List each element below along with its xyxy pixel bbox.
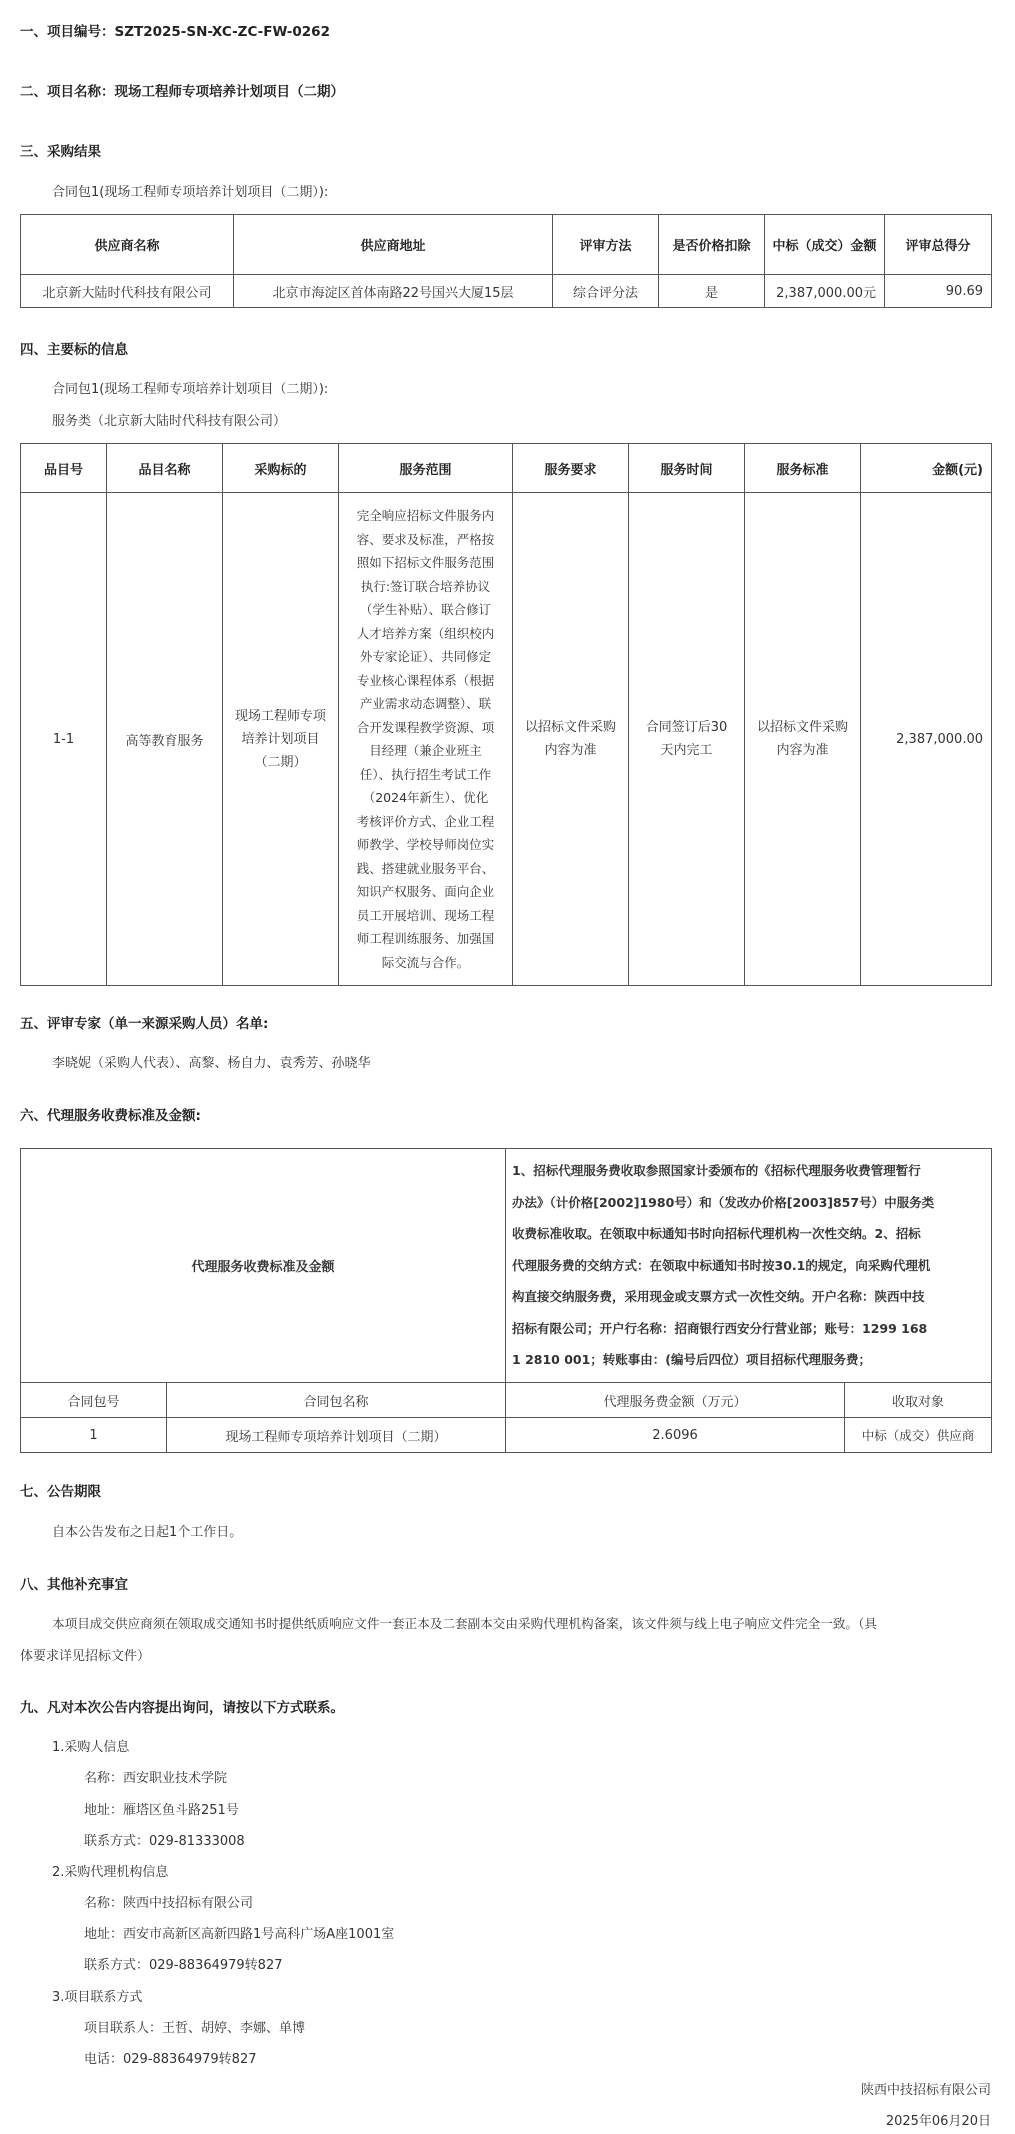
item-name-cell: 高等教育服务 [107, 493, 223, 986]
scope-line: 任）、执行招生考试工作 [359, 766, 492, 782]
experts-list: 李晓妮（采购人代表）、高黎、杨自力、袁秀芳、孙晓华 [52, 1056, 371, 1071]
section-title-results: 三、采购结果 [20, 144, 101, 160]
service-time-line: 天内完工 [660, 743, 713, 758]
amount-cell: 2,387,000.00 [861, 493, 992, 986]
agency-fee-table [20, 1148, 992, 1453]
results-header-row [21, 215, 992, 275]
table-row [21, 1418, 992, 1453]
agency-info-title: 2.采购代理机构信息 [52, 1865, 169, 1880]
item-number-cell: 1-1 [21, 493, 107, 986]
agency-fee-header-cell: 收取对象 [845, 1383, 992, 1418]
scope-line: 师工程训练服务、加强国 [356, 931, 495, 946]
scope-line: 践、搭建就业服务平台、 [356, 860, 495, 876]
project-number-label: 一、项目编号： [20, 24, 115, 40]
scope-line: 员工开展培训、现场工程 [356, 907, 495, 923]
project-name-value: 现场工程师专项培养计划项目（二期） [114, 84, 344, 100]
section-title-subject: 四、主要标的信息 [20, 342, 128, 358]
subject-line: 培养计划项目 [241, 731, 320, 747]
section-title-notice-period: 七、公告期限 [20, 1484, 101, 1500]
agency-fee-desc-line: 办法》（计价格[2002]1980号）和（发改办价格[2003]857号）中服务类 [512, 1194, 935, 1210]
scope-line: 执行:签订联合培养协议 [360, 578, 491, 594]
subject-package-label: 合同包1(现场工程师专项培养计划项目（二期）): [52, 382, 329, 397]
collect-target-cell: 中标（成交）供应商 [845, 1418, 992, 1453]
price-deduction-cell: 是 [659, 275, 765, 308]
subject-header-cell: 品目名称 [107, 444, 223, 493]
winning-amount-cell: 2,387,000.00元 [765, 275, 885, 308]
purchaser-info-title: 1.采购人信息 [52, 1740, 130, 1755]
section-title-experts: 五、评审专家（单一来源采购人员）名单: [20, 1016, 269, 1032]
package-name-cell: 现场工程师专项培养计划项目（二期） [167, 1418, 506, 1453]
agency-name: 名称：陕西中技招标有限公司 [84, 1896, 254, 1911]
results-header-cell: 评审方法 [553, 215, 659, 275]
section-title-contact: 九、凡对本次公告内容提出询问，请按以下方式联系。 [20, 1700, 344, 1716]
scope-line: （2024年新生）、优化 [362, 790, 489, 805]
results-table [20, 214, 992, 308]
results-package-label: 合同包1(现场工程师专项培养计划项目（二期）): [52, 185, 329, 200]
scope-cell [339, 493, 513, 986]
project-number-value: SZT2025-SN-XC-ZC-FW-0262 [114, 24, 330, 40]
scope-line: 知识产权服务、面向企业 [356, 884, 495, 899]
other-matters-text-line1: 本项目成交供应商须在领取成交通知书时提供纸质响应文件一套正本及二套副本交由采购代理机构备案，该文件须与线上电子响应文件完全一致。（具 [52, 1616, 877, 1631]
project-contact-persons: 项目联系人：王哲、胡婷、李娜、单博 [84, 2021, 306, 2036]
agency-address: 地址：西安市高新区高新四路1号高科广场A座1001室 [84, 1927, 395, 1942]
agency-fee-description [506, 1149, 992, 1383]
purchaser-name: 名称：西安职业技术学院 [84, 1771, 228, 1786]
purchaser-phone: 联系方式：029-81333008 [84, 1834, 245, 1849]
service-standard-line: 以招标文件采购 [756, 720, 848, 735]
fee-amount-cell: 2.6096 [506, 1418, 845, 1453]
results-header-cell: 评审总得分 [885, 215, 992, 275]
agency-fee-desc-row [21, 1149, 992, 1383]
agency-fee-header-row [21, 1383, 992, 1418]
footer-company: 陕西中技招标有限公司 [860, 2083, 991, 2098]
scope-line: 师教学、学校导师岗位实 [356, 837, 495, 852]
subject-header-cell: 服务范围 [339, 444, 513, 493]
subject-line: （二期） [254, 754, 307, 770]
results-header-cell: 供应商地址 [234, 215, 553, 275]
subject-header-cell: 服务标准 [745, 444, 861, 493]
agency-fee-desc-line: 构直接交纳服务费，采用现金或支票方式一次性交纳。开户名称：陕西中技 [512, 1289, 925, 1305]
scope-line: 完全响应招标文件服务内 [356, 508, 495, 523]
agency-fee-header-cell: 代理服务费金额（万元） [506, 1383, 845, 1418]
project-name-label: 二、项目名称： [20, 84, 115, 100]
supplier-name-cell: 北京新大陆时代科技有限公司 [21, 275, 234, 308]
scope-line: 照如下招标文件服务范围 [356, 555, 495, 570]
scope-line: 合开发课程教学资源、项 [356, 719, 495, 735]
agency-fee-header-cell: 合同包号 [21, 1383, 167, 1418]
project-contact-title: 3.项目联系方式 [52, 1990, 143, 2005]
scope-line: 产业需求动态调整）、联 [359, 696, 492, 711]
footer-date: 2025年06月20日 [885, 2114, 991, 2129]
subject-header-row [21, 444, 992, 493]
subject-category-label: 服务类（北京新大陆时代科技有限公司） [52, 414, 287, 429]
agency-fee-header-cell: 合同包名称 [167, 1383, 506, 1418]
scope-line: 考核评价方式、企业工程 [356, 813, 495, 829]
notice-period-text: 自本公告发布之日起1个工作日。 [52, 1525, 243, 1540]
scope-line: 目经理（兼企业班主 [369, 743, 482, 758]
agency-fee-header-label: 代理服务收费标准及金额 [21, 1149, 506, 1383]
table-row [21, 493, 992, 986]
subject-table [20, 443, 992, 986]
supplier-address-cell: 北京市海淀区首体南路22号国兴大厦15层 [234, 275, 553, 308]
results-header-cell: 中标（成交）金额 [765, 215, 885, 275]
agency-fee-desc-line: 1、招标代理服务费收取参照国家计委颁布的《招标代理服务收费管理暂行 [512, 1163, 921, 1179]
section-title-other-matters: 八、其他补充事宜 [20, 1577, 128, 1593]
scope-line: 际交流与合作。 [381, 954, 470, 970]
package-number-cell: 1 [21, 1418, 167, 1453]
results-header-cell: 是否价格扣除 [659, 215, 765, 275]
subject-header-cell: 采购标的 [223, 444, 339, 493]
requirement-cell [513, 493, 629, 986]
review-method-cell: 综合评分法 [553, 275, 659, 308]
results-header-cell: 供应商名称 [21, 215, 234, 275]
section-title-agency-fee: 六、代理服务收费标准及金额: [20, 1108, 201, 1124]
service-time-line: 合同签订后30 [645, 720, 728, 735]
service-time-cell [629, 493, 745, 986]
project-number-line [20, 20, 330, 40]
subject-header-cell: 品目号 [21, 444, 107, 493]
subject-header-cell: 金额(元) [861, 444, 992, 493]
total-score-cell: 90.69 [885, 275, 992, 308]
scope-line: 容、要求及标准，严格按 [356, 531, 495, 547]
scope-line: （学生补贴）、联合修订 [359, 602, 492, 617]
requirement-line: 内容为准 [544, 743, 597, 758]
scope-line: 人才培养方案（组织校内 [356, 625, 495, 641]
table-row [21, 275, 992, 308]
service-standard-line: 内容为准 [776, 743, 829, 758]
requirement-line: 以招标文件采购 [524, 720, 616, 735]
service-standard-cell [745, 493, 861, 986]
agency-fee-desc-line: 代理服务费的交纳方式：在领取中标通知书时按30.1的规定，向采购代理机 [512, 1257, 931, 1273]
scope-line: 专业核心课程体系（根据 [356, 672, 495, 688]
project-contact-phone: 电话：029-88364979转827 [84, 2052, 257, 2067]
subject-header-cell: 服务要求 [513, 444, 629, 493]
scope-line: 外专家论证）、共同修定 [359, 649, 492, 664]
project-name-line [20, 80, 344, 100]
subject-line: 现场工程师专项 [234, 708, 326, 724]
agency-phone: 联系方式：029-88364979转827 [84, 1958, 283, 1973]
agency-fee-desc-line: 招标有限公司；开户行名称：招商银行西安分行营业部；账号：1299 168 [512, 1320, 928, 1336]
purchaser-address: 地址：雁塔区鱼斗路251号 [84, 1803, 239, 1818]
other-matters-text-line2: 体要求详见招标文件） [20, 1649, 151, 1664]
agency-fee-desc-line: 1 2810 001；转账事由：(编号后四位）项目招标代理服务费； [512, 1352, 872, 1368]
subject-cell [223, 493, 339, 986]
subject-header-cell: 服务时间 [629, 444, 745, 493]
agency-fee-desc-line: 收费标准收取。在领取中标通知书时向招标代理机构一次性交纳。2、招标 [512, 1226, 921, 1242]
